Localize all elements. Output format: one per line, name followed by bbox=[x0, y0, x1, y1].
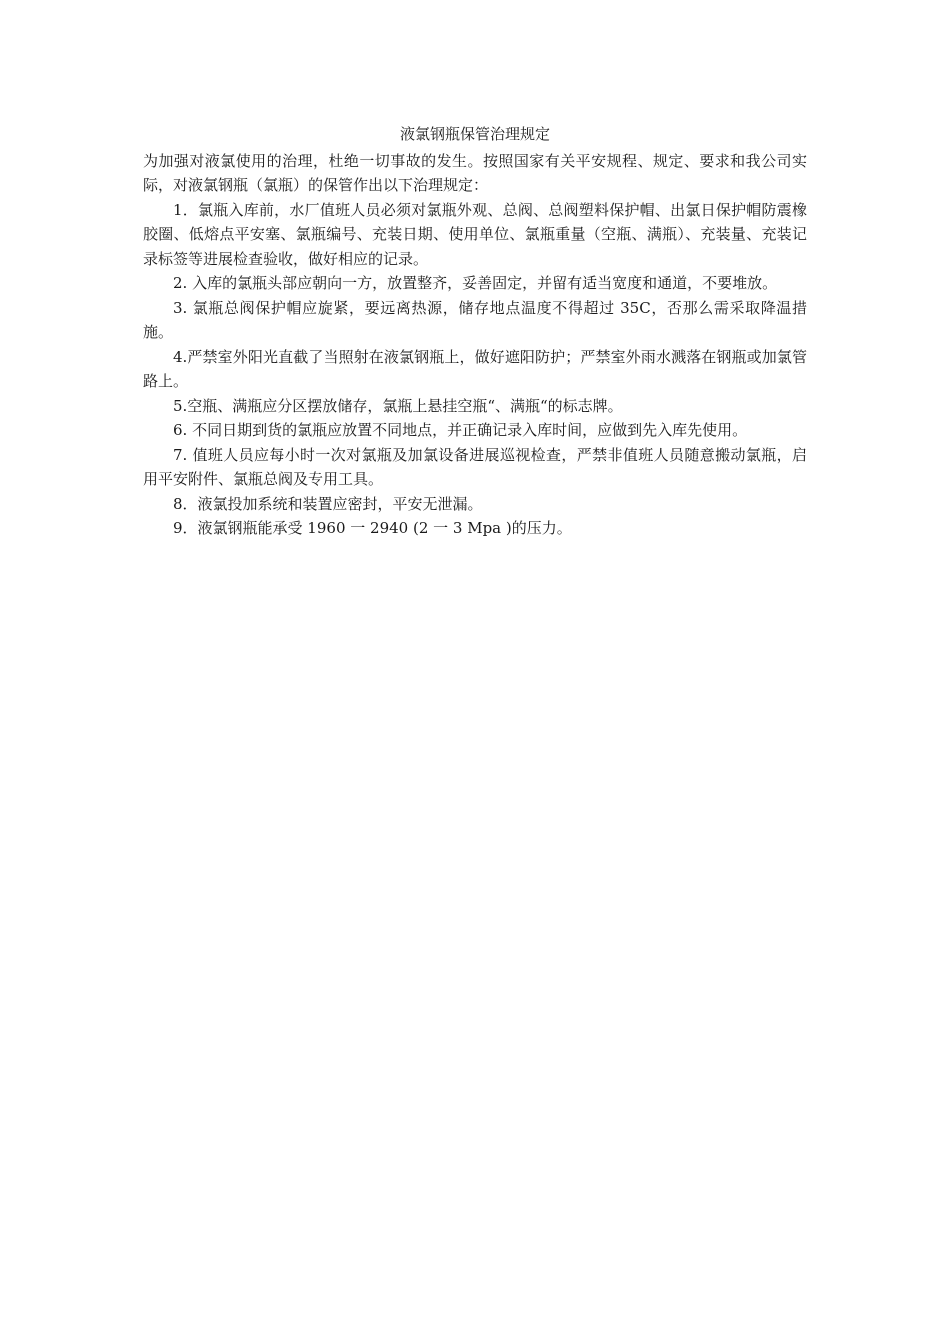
rule-item-8: 8．液氯投加系统和装置应密封，平安无泄漏。 bbox=[173, 494, 483, 513]
document-page bbox=[143, 122, 807, 541]
rule-item-9: 9．液氯钢瓶能承受 1960 一 2940 (2 一 3 Mpa )的压力。 bbox=[173, 519, 572, 537]
rule-item-1: 1．氯瓶入库前，水厂值班人员必须对氯瓶外观、总阀、总阀塑料保护帽、出氯日保护帽防震橡胶圈、低熔点平安塞、氯瓶编号、充装日期、使用单位、氯瓶重量（空瓶、满瓶）、充装量、充装记录标签等进展检查验收，做好相应的记录。 bbox=[143, 200, 807, 268]
rule-item-2: 2. 入库的氯瓶头部应朝向一方，放置整齐，妥善固定，并留有适当宽度和通道，不要堆放。 bbox=[173, 274, 778, 292]
rule-item-4: 4.严禁室外阳光直截了当照射在液氯钢瓶上，做好遮阳防护；严禁室外雨水溅落在钢瓶或加氯管路上。 bbox=[143, 347, 807, 390]
rule-item-3: 3. 氯瓶总阀保护帽应旋紧，要远离热源，储存地点温度不得超过 35C，否那么需采取降温措施。 bbox=[143, 298, 807, 341]
rule-item-5: 5.空瓶、满瓶应分区摆放储存，氯瓶上悬挂空瓶“、满瓶“的标志牌。 bbox=[173, 396, 623, 415]
rule-item-7: 7. 值班人员应每小时一次对氯瓶及加氯设备进展巡视检查，严禁非值班人员随意搬动氯瓶，启用平安附件、氯瓶总阀及专用工具。 bbox=[143, 445, 807, 488]
document-title: 液氯钢瓶保管治理规定 bbox=[399, 125, 550, 143]
rule-item-6: 6. 不同日期到货的氯瓶应放置不同地点，并正确记录入库时间，应做到先入库先使用。 bbox=[173, 421, 748, 439]
intro-paragraph: 为加强对液氯使用的治理，杜绝一切事故的发生。按照国家有关平安规程、规定、要求和我公司实际，对液氯钢瓶（氯瓶）的保管作出以下治理规定： bbox=[143, 151, 807, 194]
